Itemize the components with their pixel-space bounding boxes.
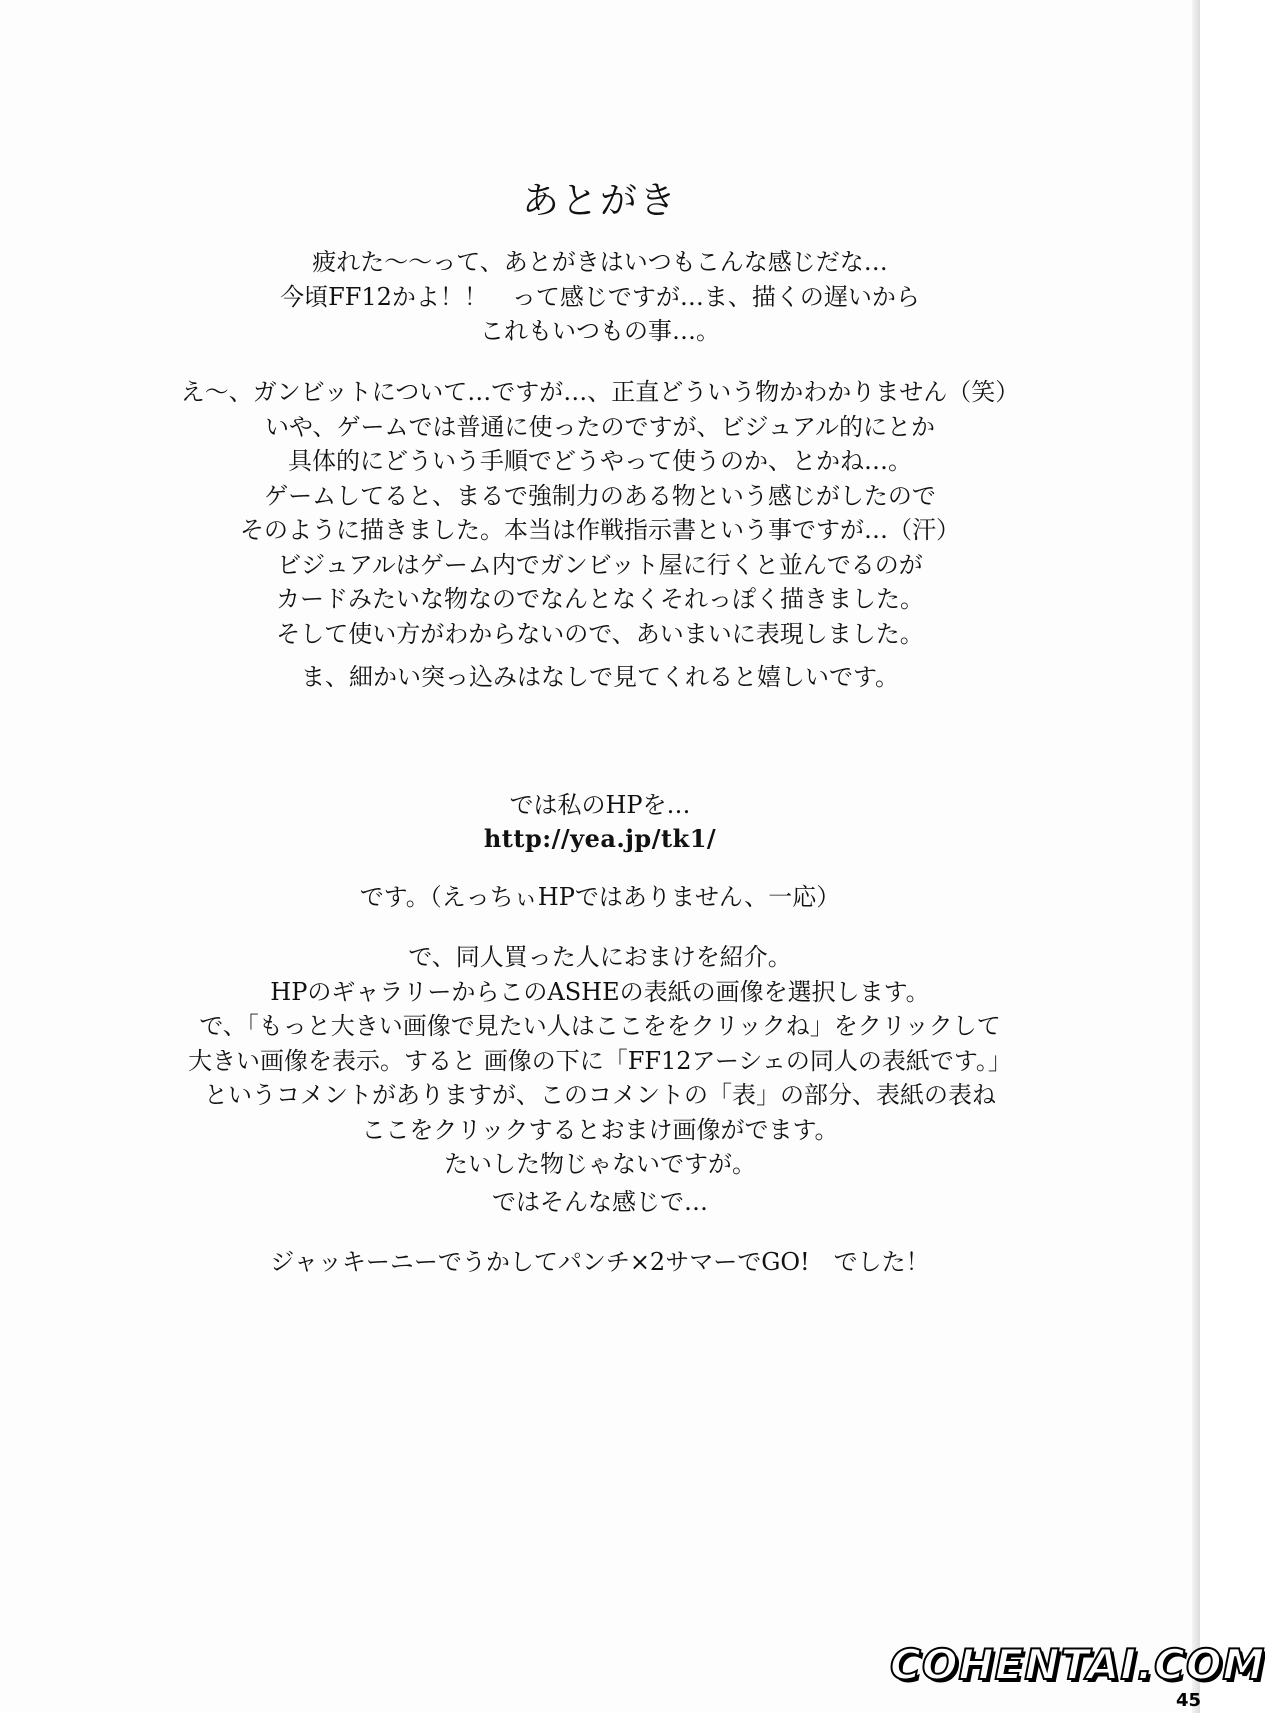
- paragraph-signoff: [0, 1245, 1200, 1280]
- paragraph-gambit: [0, 375, 1200, 651]
- paragraph-hp-note: [0, 880, 1200, 915]
- text-line: ここをクリックするとおまけ画像がでます。: [361, 1115, 839, 1144]
- text-line: そして使い方がわからないので、あいまいに表現しました。: [276, 619, 924, 648]
- text-line: ま、細かい突っ込みはなしで見てくれると嬉しいです。: [300, 663, 900, 691]
- text-line: というコメントがありますが、このコメントの「表」の部分、表紙の表ね: [204, 1081, 996, 1109]
- text-line: ジャッキーニーでうかしてパンチ×2サマーでGO! でした！: [270, 1248, 930, 1276]
- text-line: 大きい画像を表示。すると 画像の下に「FF12アーシェの同人の表紙です。」: [188, 1046, 1012, 1075]
- text-line: これもいつもの事…。: [480, 317, 720, 345]
- text-line: いや、ゲームでは普通に使ったのですが、ビジュアル的にとか: [264, 412, 936, 441]
- text-line: 今頃FF12かよ！！ って感じですが…ま、描くの遅いから: [280, 282, 920, 311]
- url-text: http://yea.jp/tk1/: [483, 824, 717, 853]
- homepage-url: [0, 822, 1200, 857]
- text-line: ビジュアルはゲーム内でガンビット屋に行くと並んでるのが: [277, 550, 923, 579]
- text-line: では私のHPを…: [509, 791, 691, 819]
- text-line: で、「もっと大きい画像で見たい人はここををクリックね」をクリックして: [199, 1012, 1001, 1040]
- text-line: で、同人買った人におまけを紹介。: [408, 943, 792, 971]
- site-watermark-logo: COHENTAI.COM: [890, 1640, 1265, 1689]
- text-line: カードみたいな物なのでなんとなくそれっぽく描きました。: [276, 585, 924, 613]
- text-line: そのように描きました。本当は作戦指示書という事ですが…（汗）: [240, 516, 960, 544]
- page-title: あとがき: [522, 179, 678, 222]
- paragraph-closing: [0, 1185, 1200, 1220]
- page-number: 45: [1176, 1690, 1202, 1711]
- text-line: たいした物じゃないですが。: [444, 1150, 756, 1178]
- text-line: です。（えっちぃHPではありません、一応）: [359, 883, 841, 911]
- text-line: 疲れた～～って、あとがきはいつもこんな感じだな…: [312, 248, 888, 276]
- paragraph-bonus: [0, 940, 1200, 1182]
- paragraph-hp-intro: [0, 788, 1200, 823]
- text-line: ではそんな感じで…: [492, 1188, 708, 1216]
- text-line: え～、ガンビットについて…ですが…、正直どういう物かわかりません（笑）: [180, 378, 1020, 406]
- paragraph-intro: [0, 245, 1200, 349]
- text-line: ゲームしてると、まるで強制力のある物という感じがしたので: [264, 481, 936, 510]
- text-line: HPのギャラリーからこのASHEの表紙の画像を選択します。: [270, 977, 930, 1006]
- text-line: 具体的にどういう手順でどうやって使うのか、とかね…。: [288, 447, 912, 475]
- paragraph-request: [0, 660, 1200, 695]
